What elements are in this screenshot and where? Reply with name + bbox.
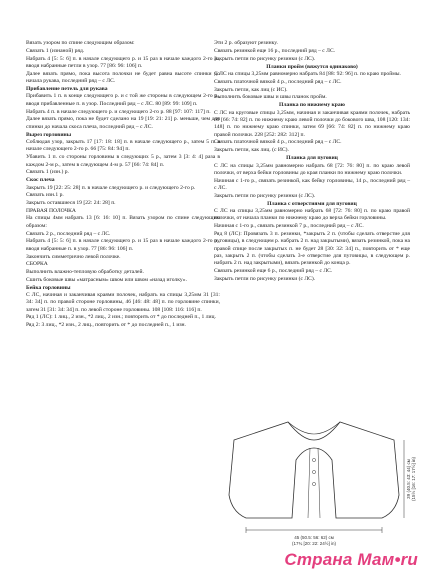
paragraph: Связать платочной вязкой 4 р., последний ряд – с ЛС. [214,78,342,85]
section-heading: Бейка горловины [26,284,71,291]
paragraph: Начиная с 1-го р., связать резинкой 7 р., последний ряд – с ЛС. [214,223,364,230]
paragraph: Связать 1 (изнаной) ряд. [26,47,85,54]
height-label-1: 39 (40.5: 43: 44) см [406,459,411,499]
paragraph: С ЛС на спицы 3,25мм равномерно набрать 84 [88: 92: 96] п. по краю проймы. [214,70,401,77]
paragraph: Сшить боковые швы «матрасным» швом или швом «назад иголку». [26,276,187,283]
collar-band [288,422,340,434]
bolero-schematic-diagram [214,400,414,570]
left-text-column [26,40,220,330]
button-1 [312,458,315,461]
paragraph: На спицы 4мм набрать 13 [6: 16: 10] п. Вязать узором по спине следующим образом: [26,215,220,229]
paragraph: Набрать 4 п. в начале следующего р. и следующего 2-го р. 88 [97: 107: 117] п. [26,108,211,115]
part-heading: СБОРКА [26,261,48,268]
paragraph: Выполнить влажно-тепловую обработку деталей. [26,268,144,275]
button-2 [312,470,315,473]
paragraph: С ЛС на круговые спицы 3,25мм, начиная и заканчивая краями полочек, набрать 69 [66: 74: 82] п. по нижнему краю левой полочки до бокового шва, 108 [120: 134: 148] п. по нижнему краю спинки, затем 69 [66: 74: 82] п. по нижнему краю правой полочки. 228 [252: 282: 312] п. [214,109,410,138]
paragraph: Закрыть петли, как лиц (с ИС). [214,86,288,93]
paragraph: Прибавить 1 п. в конце следующего р. и с той же стороны в следующем 2-го р., вводя прибавленные п. в узор. Последний ряд – с ЛС. 80 [89: 99: 109] п. [26,93,220,107]
paragraph: Закрыть петли по рисунку резинки (с ЛС). [214,55,316,62]
paragraph: Вязать узором по спине следующим образом: [26,40,135,46]
paragraph: Закрыть петли по рисунку резинки (с ЛС). [214,192,316,199]
width-label-2: (17¾ [20: 22: 24½] in) [291,541,337,546]
front-band-left [308,448,310,518]
paragraph: Связать резинкой еще 16 р., последний ряд – с ЛС. [214,47,336,54]
paragraph: Ряд 1 (ЛС): 1 лиц., 2 изн., *2 лиц., 2 изн.; повторить от * до последней п., 1 лиц. [26,314,216,321]
paragraph: Ряд 2: 3 лиц., *2 изн., 2 лиц., повторить от * до последней п., 1 изн. [26,322,186,329]
section-heading: Планки пройм (вяжутся одинаково) [266,63,358,70]
paragraph: Связать резинкой еще 6 р., последний ряд – с ЛС. [214,268,333,275]
paragraph: С ЛС, начиная и заканчивая краями полочек, набрать на спицы 3,25мм 31 [31: 34: 34] п. по правой стороне горловины, 46 [46: 48: 48] п. по горловине спинки, затем 31 [31: 34: 34] п. по левой стороне горловины. 108 [108: 116: 116] п. [26,291,220,313]
paragraph: Соблюдая узор, закрыть 17 [17: 18: 18] п. в начале следующего р., затем 5 п. в начале следующего 2-го р. 66 [75: 84: 94] п. [26,138,220,153]
section-heading: Прибавление петель для рукава [26,86,108,93]
front-band-right [318,448,320,518]
section-heading: Планка для пуговиц [286,155,338,162]
section-heading: Вырез горловины [26,131,72,138]
paragraph: Закрыть петли по рисунку резинки (с ЛС). [214,276,316,283]
button-3 [312,482,315,485]
paragraph: Убавить 1 п. со стороны горловины в следующих 5 р., затем 3 [3: 4: 4] раза в каждом 2-м р., затем в следующем 4-м р. 57 [66: 74: 84] п. [26,154,220,168]
section-heading: Планка с отверстиями для пуговиц [267,200,357,207]
watermark-dot: • [394,550,401,569]
watermark-tld: ru [400,550,418,569]
paragraph: Эти 2 р. образуют резинку. [214,40,278,46]
paragraph: Набрать 4 [5: 5: 6] п. в начале следующего р. и 15 раз в начале каждого 2-го р., вводя набранные петли в узор. 77 [86: 96: 106] п. [26,55,220,70]
paragraph: Связать 1 (изн.) р. [26,169,69,176]
paragraph: Связать изн.1 р. [26,192,64,199]
paragraph: Далее вязать прямо, пока высота полочки не будет равна высоте спинки до начала рукава, последний ряд – с ЛС. [26,70,220,85]
watermark-logo [284,550,418,570]
paragraph: Ряд 8 (ЛС): Провязать 3 п. резинки, *закрыть 2 п. (чтобы сделать отверстие для пуговицы), в следующем р. набрать 2 п. над закрытыми), вязать резинкой, пока на правой спице после закрытых п. не будет 28 [30: 32: 34] п., повторить от * еще раз, закрыть 2 п. (чтобы сделать 3-е отверстие для пуговицы, в следующем р. набрать 2 п. над закрытыми), вязать резинкой до конца р. [214,231,411,267]
paragraph: Закрыть петли, как лиц. (с ИС). [214,147,289,154]
right-text-column [214,40,410,284]
paragraph: Набрать 4 [5: 5: 6] п. в начале следующего р. и 15 раз в начале каждого 2-го р., вводя набранные п. в узор. 77 [86: 96: 106] п. [26,238,220,252]
part-heading: ПРАВАЯ ПОЛОЧКА [26,208,76,215]
paragraph: С ЛС на спицы 3,25мм равномерно набрать 68 [72: 76: 80] п. по краю правой полочки, от начала планки по нижнему краю до верха бейки горловины. [214,208,410,222]
paragraph: Связать 2 р., последний ряд – с ЛС. [26,230,111,237]
width-label-1: 45 (50.5: 56: 62) см [294,535,334,540]
paragraph: Связать платочной вязкой 4 р., последний ряд – с ЛС. [214,139,342,146]
watermark-brand: Страна Мам [284,550,395,569]
paragraph: Далее вязать прямо, пока не будет сделано на 19 [19: 21: 21] р. меньше, чем для спинки до начала скоса плеча, последний ряд – с ЛС. [26,116,220,130]
section-heading: Планка по нижнему краю [279,102,345,109]
paragraph: Начиная с 1-го р., связать резинкой, как бейку горловины, 14 р., последний ряд – с ЛС. [214,177,410,192]
paragraph: Закончить симметрично левой полочке. [26,253,121,260]
height-label-2: (15½ [16: 17: 17½] in) [411,456,416,502]
section-heading: Скос плеча [26,177,55,184]
paragraph: С ЛС на спицы 3,25мм равномерно набрать 68 [72: 76: 80] п. по краю левой полочки, от верха бейки горловины до края планки по нижнему краю полочки. [214,162,410,176]
paragraph: Закрыть 19 [22: 25: 28] п. в начале следующего р. и следующего 2-го р. [26,184,196,191]
garment-outline [229,422,399,518]
paragraph: Закрыть оставшиеся 19 [22: 24: 28] п. [26,200,116,207]
paragraph: Выполнить боковые швы и швы планок пройм. [214,94,327,101]
